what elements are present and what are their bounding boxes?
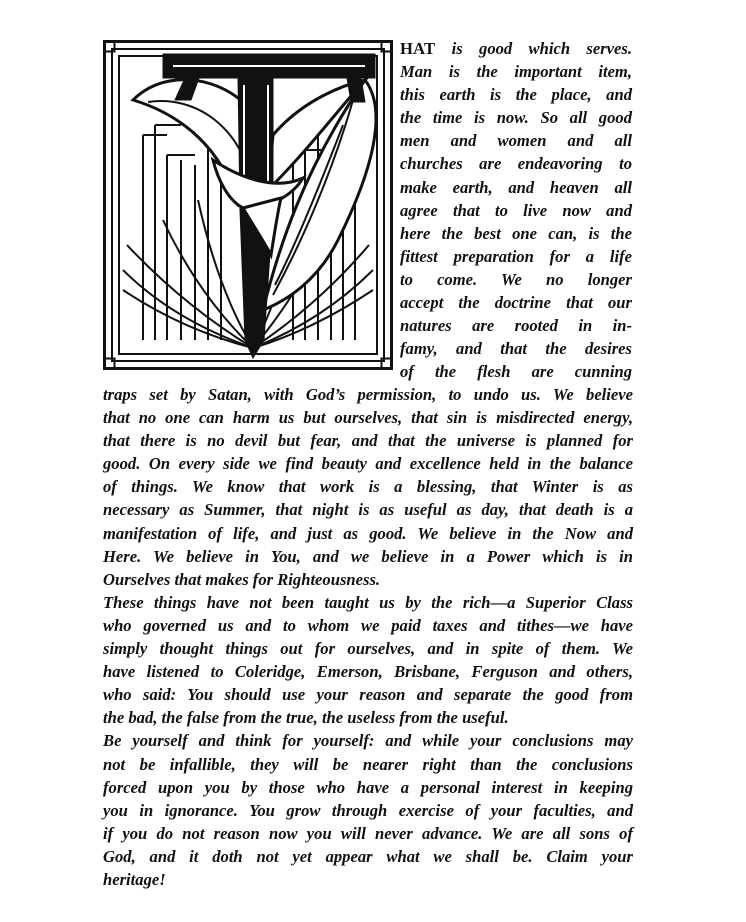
opening-column (400, 37, 632, 383)
ornamental-capital-t-icon (103, 40, 393, 370)
body-line: who said: You should use your reason and separate the good from (103, 685, 633, 705)
decorated-initial-letter (103, 40, 393, 370)
first-word-rest: HAT (400, 39, 436, 58)
opening-line-12: accept the doctrine that our (400, 293, 632, 313)
body-line: that there is no devil but fear, and that the universe is planned for (103, 431, 633, 451)
opening-line-8: agree that to live now and (400, 200, 632, 220)
opening-line-14: famy, and that the desires (400, 339, 632, 359)
body-line: Be yourself and think for yourself: and while your conclusions may (103, 731, 633, 751)
body-text (103, 383, 633, 891)
body-line: God, and it doth not yet appear what we shall be. Claim your (103, 846, 633, 866)
opening-line-6: churches are endeavoring to (400, 154, 632, 174)
body-line: who governed us and to whom we paid taxes and tithes—we have (103, 615, 633, 635)
body-line: if you do not reason now you will never advance. We are all sons of (103, 823, 633, 843)
body-line: simply thought things out for ourselves, and in spite of them. We (103, 639, 633, 659)
opening-line-13: natures are rooted in in- (400, 316, 632, 336)
body-line: the bad, the false from the true, the useless from the useful. (103, 708, 509, 728)
body-line: Ourselves that makes for Righteousness. (103, 569, 381, 589)
body-line: forced upon you by those who have a personal interest in keeping (103, 777, 633, 797)
body-line: traps set by Satan, with God’s permission, to undo us. We believe (103, 385, 633, 404)
opening-line-3: this earth is the place, and (400, 85, 632, 105)
opening-line-15: of the flesh are cunning (400, 362, 632, 382)
body-line: you in ignorance. You grow through exercise of your faculties, and (103, 800, 633, 820)
body-line: have listened to Coleridge, Emerson, Brisbane, Ferguson and others, (103, 662, 633, 682)
opening-line-11: to come. We no longer (400, 269, 632, 289)
opening-line-1: is good which serves. (435, 39, 632, 58)
body-line: necessary as Summer, that night is as useful as day, that death is a (103, 500, 633, 520)
opening-line-4: the time is now. So all good (400, 108, 632, 128)
opening-line-first (400, 37, 632, 60)
body-line: manifestation of life, and just as good. We believe in the Now and (103, 523, 633, 543)
opening-line-2: Man is the important item, (400, 62, 632, 82)
body-line: not be infallible, they will be nearer right than the conclusions (103, 754, 633, 774)
body-line: that no one can harm us but ourselves, that sin is misdirected energy, (103, 408, 633, 428)
opening-line-10: fittest preparation for a life (400, 246, 632, 266)
body-line: good. On every side we find beauty and excellence held in the balance (103, 454, 633, 474)
opening-line-5: men and women and all (400, 131, 632, 151)
opening-line-9: here the best one can, is the (400, 223, 632, 243)
opening-line-7: make earth, and heaven all (400, 177, 632, 197)
body-line: These things have not been taught us by the rich—a Superior Class (103, 592, 633, 612)
body-line: heritage! (103, 869, 166, 889)
body-line: of things. We know that work is a blessing, that Winter is as (103, 477, 633, 497)
body-line: Here. We believe in You, and we believe in a Power which is in (103, 546, 633, 566)
